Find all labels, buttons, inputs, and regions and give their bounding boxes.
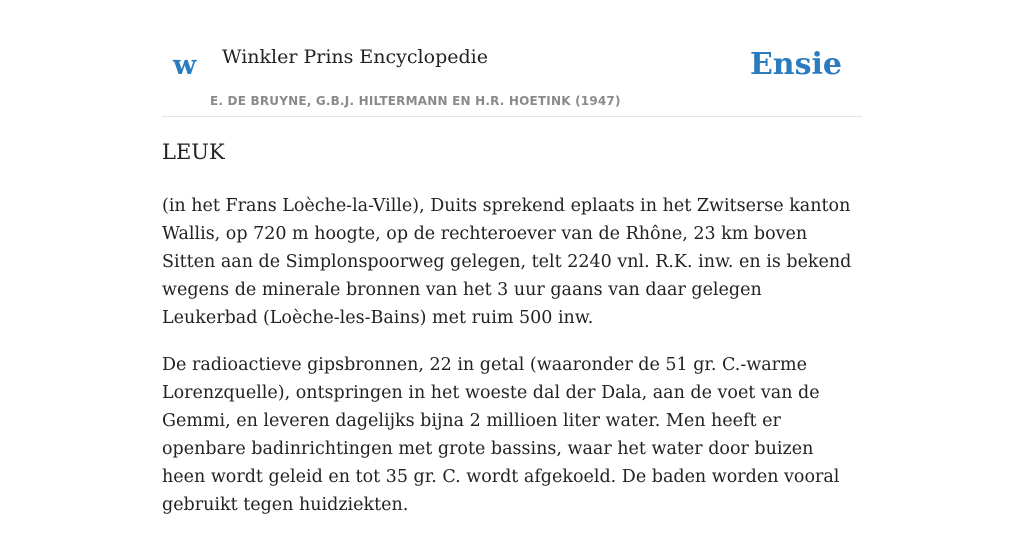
ensie-logo[interactable]: Ensie (749, 47, 842, 82)
entry-paragraph: De radioactieve gipsbronnen, 22 in getal (waaronder de 51 gr. C.-warme Lorenzquelle), ontspringen in het woeste dal der Dala, aan de voet van de Gemmi, en leveren dagelijks bijna 2 millioen liter water. Men heeft er openbare badinrichtingen met grote bassins, waar het water door buizen heen wordt geleid en tot 35 gr. C. wordt afgekoeld. De baden worden vooral gebruikt tegen huidziekten. (162, 355, 840, 515)
source-logo-w[interactable]: w (173, 50, 197, 81)
page (162, 0, 862, 515)
entry-paragraph: (in het Frans Loèche-la-Ville), Duits sprekend eplaats in het Zwitserse kanton Wallis, op 720 m hoogte, op de rechteroever van de Rhône, 23 km boven Sitten aan de Simplonspoorweg gelegen, telt 2240 vnl. R.K. inw. en is bekend wegens de minerale bronnen van het 3 uur gaans van daar gelegen Leukerbad (Loèche-les-Bains) met ruim 500 inw. (162, 196, 852, 328)
source-header (162, 0, 862, 117)
source-book-title[interactable]: Winkler Prins Encyclopedie (222, 46, 488, 68)
entry-body (162, 192, 862, 538)
source-authors: E. DE BRUYNE, G.B.J. HILTERMANN EN H.R. HOETINK (1947) (210, 94, 621, 108)
entry-title: LEUK (162, 140, 225, 164)
